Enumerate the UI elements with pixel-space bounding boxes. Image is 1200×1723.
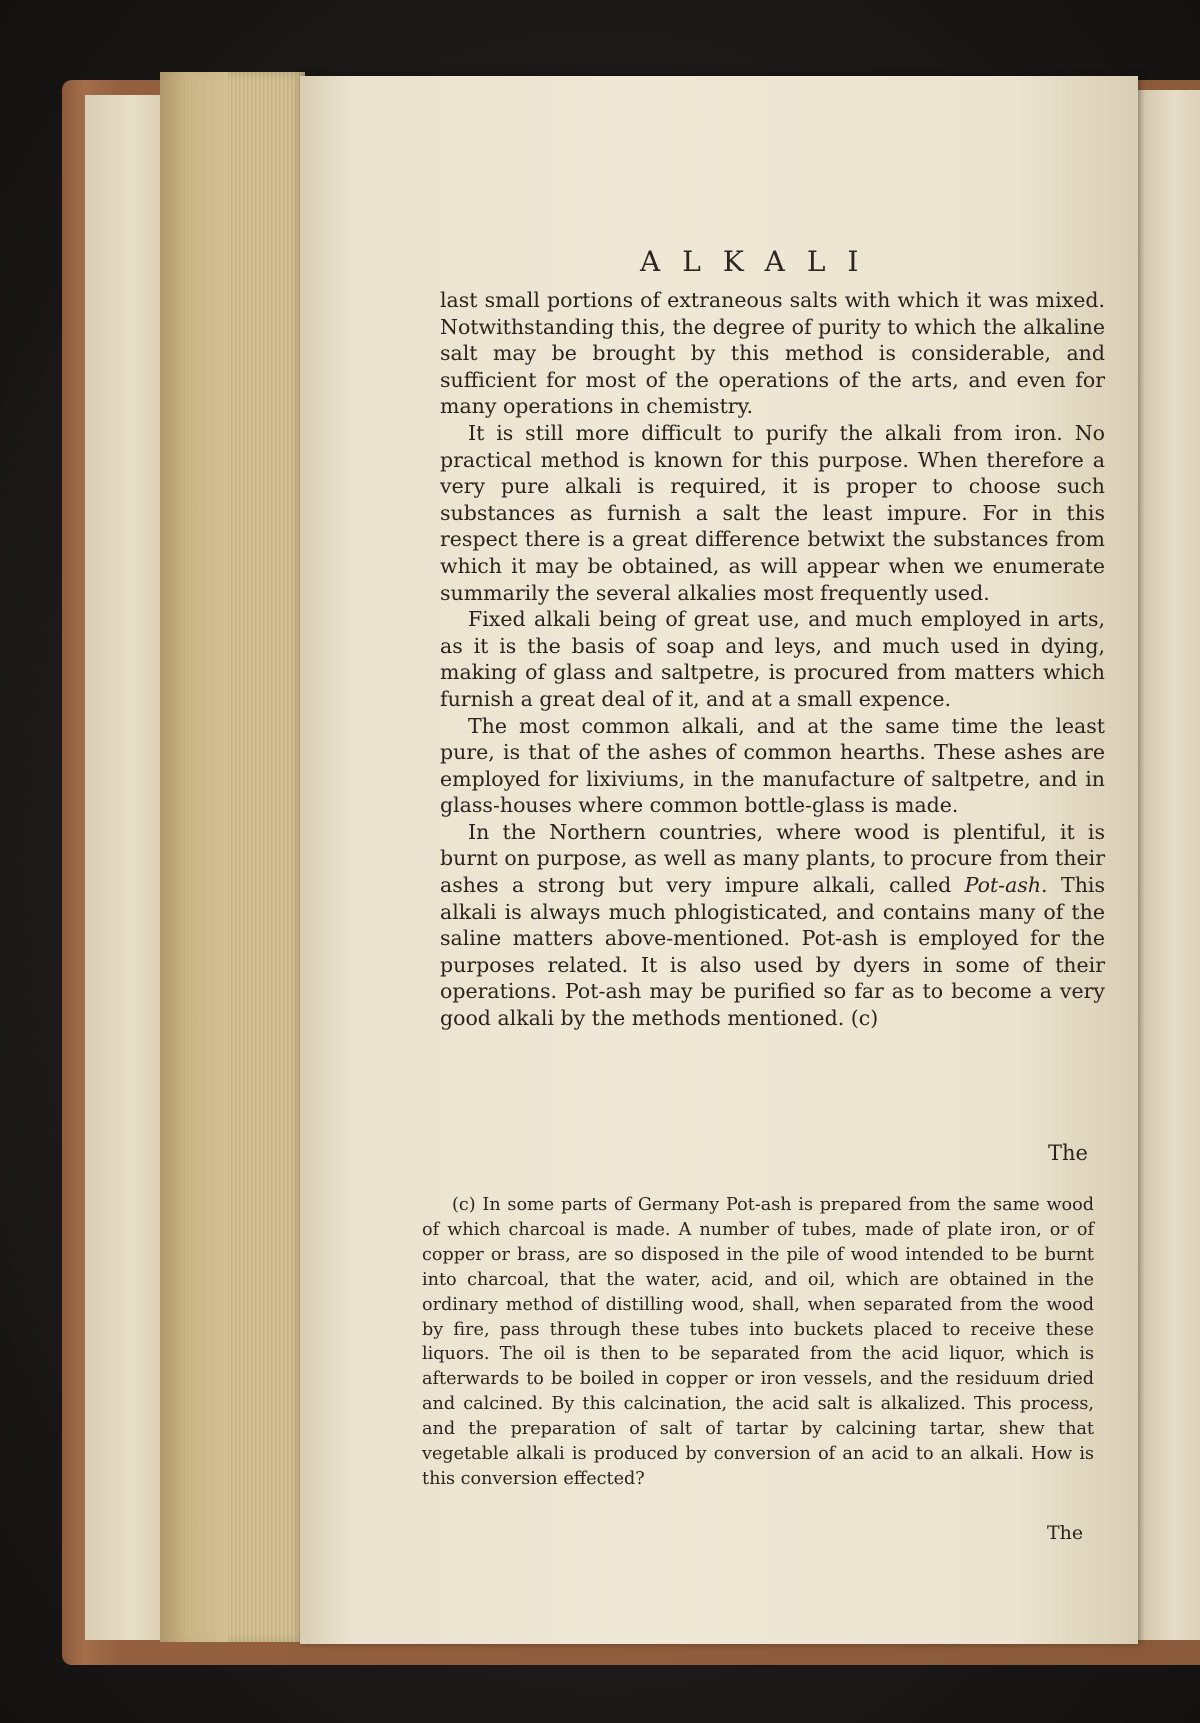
paragraph-5 (440, 819, 1105, 1032)
footnote-text: (c) In some parts of Germany Pot-ash is prepared from the same wood of which charcoal is made. A number of tubes, made of plate iron, or of copper or brass, are so disposed in the pile of wood intended to be burnt into charcoal, that the water, acid, and oil, which are obtained in the ordinary method of distilling wood, shall, when separated from the wood by fire, pass through these tubes into buckets placed to receive these liquors. The oil is then to be separated from the acid liquor, which is afterwards to be boiled in copper or iron vessels, and the residuum dried and calcined. By this calcination, the acid salt is alkalized. This process, and the preparation of salt of tartar by calcining tartar, shew that vegetable alkali is produced by conversion of an acid to an alkali. How is this conversion effected? (422, 1195, 1094, 1489)
pot-ash-italic: Pot-ash. (964, 873, 1048, 898)
main-text (440, 287, 1105, 1032)
paragraph-5-text-b: This alkali is always much phlogisticated, and contains many of the saline matters above-mentioned. Pot-ash is employed for the purposes related. It is also used by dyers in some of their operations. Pot-ash may be purified so far as to become a very good alkali by the methods mentioned. (c) (440, 873, 1105, 1031)
facing-page (1136, 90, 1200, 1640)
paragraph-1: last small portions of extraneous salts with which it was mixed. Notwithstanding this, the degree of purity to which the alkaline salt may be brought by this method is considerable, and sufficient for most of the operations of the arts, and even for many operations in chemistry. (440, 288, 1105, 419)
endpaper (85, 95, 165, 1640)
paragraph-4: The most common alkali, and at the same time the least pure, is that of the ashes of common hearths. These ashes are employed for lixiviums, in the manufacture of saltpetre, and in glass-houses where common bottle-glass is made. (440, 713, 1105, 818)
footnote (422, 1193, 1094, 1492)
page-edges-shadow (160, 72, 228, 1642)
paragraph-2: It is still more difficult to purify the alkali from iron. No practical method is known for this purpose. When therefore a very pure alkali is required, it is proper to choose such substances as furnish a salt the least impure. For in this respect there is a great difference betwixt the substances from which it may be obtained, as will appear when we enumerate summarily the several alkalies most frequently used. (440, 420, 1105, 605)
running-head: ALKALI (640, 245, 881, 278)
catchword-footnote: The (1047, 1522, 1084, 1544)
paragraph-5-text-a: In the Northern countries, where wood is plentiful, it is burnt on purpose, as well as many plants, to procure from their ashes a strong but very impure alkali, called (440, 819, 1105, 898)
catchword-main: The (1048, 1141, 1088, 1165)
paragraph-3: Fixed alkali being of great use, and much employed in arts, as it is the basis of soap and leys, and much used in dying, making of glass and saltpetre, is procured from matters which furnish a great deal of it, and at a small expence. (440, 607, 1105, 711)
